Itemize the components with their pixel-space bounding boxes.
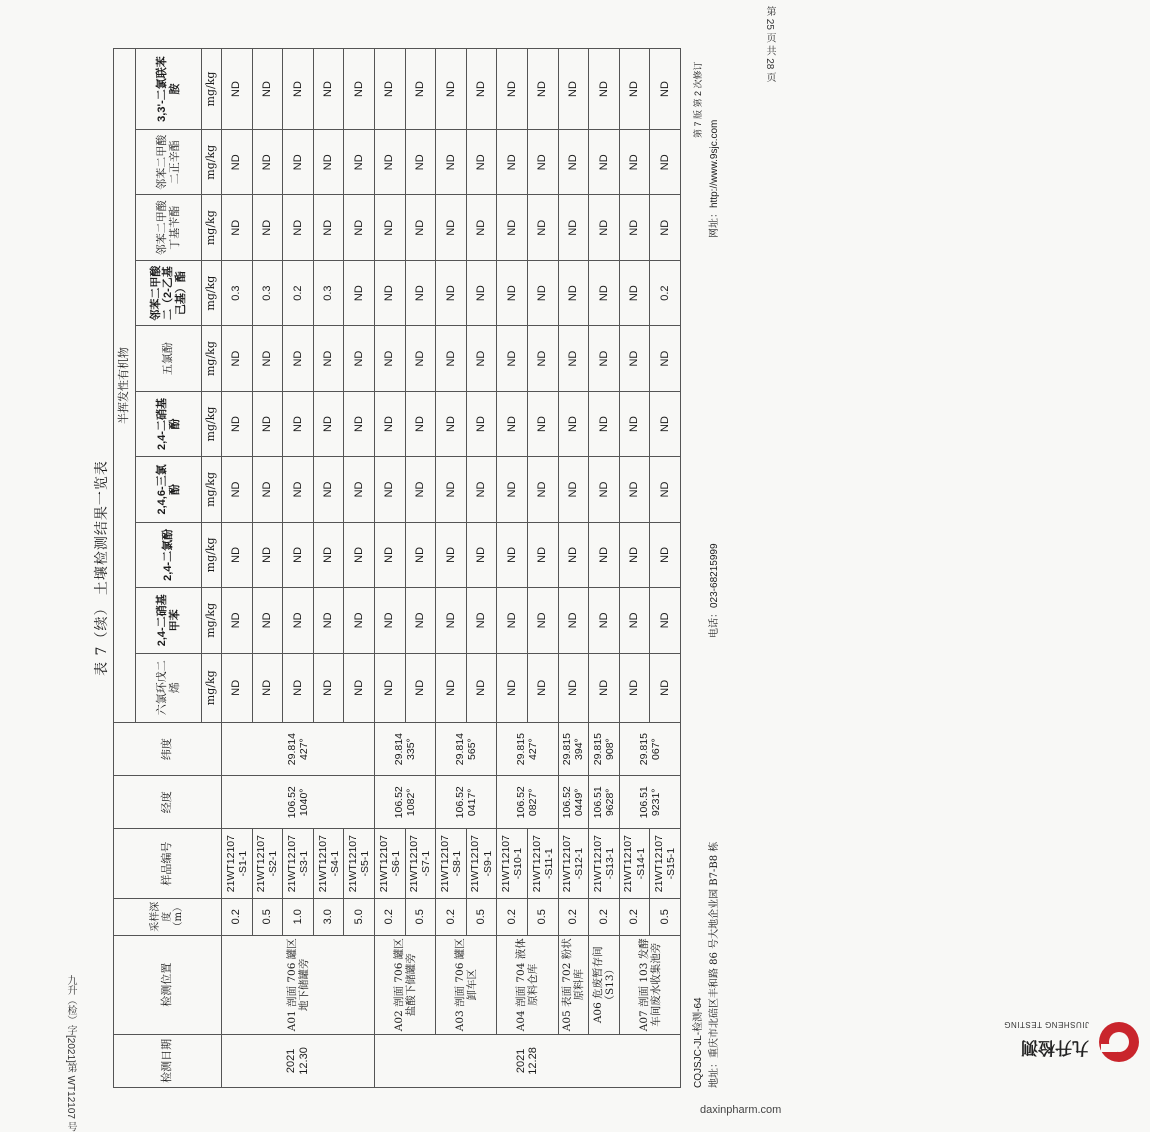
value-cell: ND bbox=[619, 260, 650, 325]
analyte-header: 六氯环戊二烯 bbox=[136, 653, 202, 723]
page-total: 第 25 页 共 28 页 bbox=[764, 6, 775, 83]
col-date: 检测日期 bbox=[114, 1034, 222, 1087]
sample-cell: 21WT12107 -S1-1 bbox=[222, 829, 253, 899]
table-row bbox=[405, 49, 436, 1088]
watermark: daxinpharm.com bbox=[700, 1104, 782, 1116]
value-cell: ND bbox=[497, 260, 528, 325]
unit-header: mg/kg bbox=[202, 391, 222, 456]
table-row bbox=[466, 49, 497, 1088]
value-cell: ND bbox=[374, 195, 405, 260]
analyte-header: 五氯酚 bbox=[136, 326, 202, 391]
value-cell: ND bbox=[344, 130, 375, 195]
value-cell: ND bbox=[374, 653, 405, 723]
sample-cell: 21WT12107 -S8-1 bbox=[436, 829, 467, 899]
sample-cell: 21WT12107 -S11-1 bbox=[527, 829, 558, 899]
unit-header: mg/kg bbox=[202, 522, 222, 587]
value-cell: ND bbox=[313, 653, 344, 723]
value-cell: ND bbox=[619, 391, 650, 456]
longitude-cell: 106.52 0449° bbox=[558, 776, 589, 829]
value-cell: ND bbox=[405, 260, 436, 325]
value-cell: ND bbox=[497, 522, 528, 587]
value-cell: ND bbox=[374, 457, 405, 522]
value-cell: ND bbox=[374, 391, 405, 456]
value-cell: ND bbox=[589, 588, 620, 653]
brand-name: 九升检测 bbox=[1021, 1038, 1089, 1057]
value-cell: ND bbox=[619, 457, 650, 522]
depth-cell: 0.2 bbox=[374, 898, 405, 935]
value-cell: ND bbox=[619, 49, 650, 130]
value-cell: ND bbox=[252, 195, 283, 260]
value-cell: 0.3 bbox=[313, 260, 344, 325]
sample-cell: 21WT12107 -S15-1 bbox=[650, 829, 681, 899]
value-cell: ND bbox=[313, 457, 344, 522]
value-cell: ND bbox=[497, 653, 528, 723]
sample-cell: 21WT12107 -S13-1 bbox=[589, 829, 620, 899]
value-cell: ND bbox=[558, 522, 589, 587]
table-row bbox=[222, 49, 253, 1088]
value-cell: ND bbox=[650, 49, 681, 130]
location-cell: A07 剖面 103 发酵车间废水收集池旁 bbox=[619, 935, 680, 1034]
location-cell: A05 表面 702 粉状原料库 bbox=[558, 935, 589, 1034]
value-cell: ND bbox=[497, 195, 528, 260]
value-cell: ND bbox=[283, 195, 314, 260]
sample-cell: 21WT12107 -S9-1 bbox=[466, 829, 497, 899]
analyte-header: 2,4-二硝基甲苯 bbox=[136, 588, 202, 653]
sample-cell: 21WT12107 -S14-1 bbox=[619, 829, 650, 899]
location-cell: A04 剖面 704 液体原料仓库 bbox=[497, 935, 558, 1034]
longitude-cell: 106.51 9231° bbox=[619, 776, 680, 829]
value-cell: ND bbox=[650, 326, 681, 391]
table-row bbox=[374, 49, 405, 1088]
analyte-header: 2,4,6-三氯酚 bbox=[136, 457, 202, 522]
unit-header: mg/kg bbox=[202, 49, 222, 130]
footer-code: CQJSJC-JL-检测-64 bbox=[693, 997, 704, 1088]
value-cell: ND bbox=[619, 195, 650, 260]
value-cell: ND bbox=[374, 130, 405, 195]
value-cell: ND bbox=[283, 588, 314, 653]
col-lon: 经度 bbox=[114, 776, 222, 829]
value-cell: ND bbox=[619, 588, 650, 653]
value-cell: ND bbox=[283, 49, 314, 130]
depth-cell: 0.2 bbox=[436, 898, 467, 935]
value-cell: ND bbox=[344, 391, 375, 456]
value-cell: ND bbox=[313, 130, 344, 195]
value-cell: ND bbox=[558, 326, 589, 391]
value-cell: ND bbox=[436, 522, 467, 587]
value-cell: ND bbox=[405, 653, 436, 723]
location-cell: A06 危废暂存间（S13） bbox=[589, 935, 620, 1034]
table-row bbox=[619, 49, 650, 1088]
col-location: 检测位置 bbox=[114, 935, 222, 1034]
value-cell: ND bbox=[313, 49, 344, 130]
value-cell: ND bbox=[222, 195, 253, 260]
value-cell: ND bbox=[283, 457, 314, 522]
value-cell: ND bbox=[497, 457, 528, 522]
sample-cell: 21WT12107 -S12-1 bbox=[558, 829, 589, 899]
value-cell: ND bbox=[589, 522, 620, 587]
analyte-header: 2,4-二硝基酚 bbox=[136, 391, 202, 456]
latitude-cell: 29.814 565° bbox=[436, 723, 497, 776]
value-cell: ND bbox=[619, 653, 650, 723]
value-cell: 0.2 bbox=[283, 260, 314, 325]
value-cell: ND bbox=[374, 588, 405, 653]
sample-cell: 21WT12107 -S3-1 bbox=[283, 829, 314, 899]
unit-header: mg/kg bbox=[202, 195, 222, 260]
table-row bbox=[589, 49, 620, 1088]
footer-website: 网址：http://www.9sjc.com bbox=[709, 119, 720, 238]
location-cell: A01 剖面 706 罐区地下储罐旁 bbox=[222, 935, 375, 1034]
table-row bbox=[283, 49, 314, 1088]
value-cell: ND bbox=[252, 49, 283, 130]
value-cell: ND bbox=[589, 391, 620, 456]
value-cell: ND bbox=[405, 522, 436, 587]
value-cell: ND bbox=[405, 457, 436, 522]
value-cell: ND bbox=[527, 260, 558, 325]
value-cell: ND bbox=[527, 195, 558, 260]
table-row bbox=[558, 49, 589, 1088]
value-cell: ND bbox=[313, 326, 344, 391]
value-cell: ND bbox=[313, 195, 344, 260]
depth-cell: 0.2 bbox=[589, 898, 620, 935]
depth-cell: 0.2 bbox=[497, 898, 528, 935]
depth-cell: 0.5 bbox=[252, 898, 283, 935]
value-cell: ND bbox=[405, 391, 436, 456]
value-cell: ND bbox=[466, 195, 497, 260]
value-cell: ND bbox=[222, 522, 253, 587]
unit-header: mg/kg bbox=[202, 260, 222, 325]
value-cell: ND bbox=[313, 588, 344, 653]
table-row bbox=[497, 49, 528, 1088]
latitude-cell: 29.815 427° bbox=[497, 723, 558, 776]
longitude-cell: 106.52 1082° bbox=[374, 776, 435, 829]
value-cell: ND bbox=[252, 326, 283, 391]
unit-header: mg/kg bbox=[202, 588, 222, 653]
table-row bbox=[252, 49, 283, 1088]
value-cell: ND bbox=[283, 391, 314, 456]
brand-english: JIUSHENG TESTING bbox=[1003, 1020, 1089, 1029]
footer-edition: 第 7 版 第 2 次修订 bbox=[693, 61, 703, 138]
value-cell: ND bbox=[497, 326, 528, 391]
value-cell: ND bbox=[466, 326, 497, 391]
longitude-cell: 106.52 0827° bbox=[497, 776, 558, 829]
sample-cell: 21WT12107 -S2-1 bbox=[252, 829, 283, 899]
sample-cell: 21WT12107 -S6-1 bbox=[374, 829, 405, 899]
value-cell: ND bbox=[436, 260, 467, 325]
table-row bbox=[344, 49, 375, 1088]
value-cell: ND bbox=[558, 588, 589, 653]
value-cell: ND bbox=[405, 49, 436, 130]
rotated-page bbox=[83, 48, 1089, 1088]
value-cell: ND bbox=[344, 588, 375, 653]
depth-cell: 0.2 bbox=[558, 898, 589, 935]
depth-cell: 0.2 bbox=[222, 898, 253, 935]
value-cell: ND bbox=[252, 391, 283, 456]
value-cell: ND bbox=[344, 457, 375, 522]
depth-cell: 0.5 bbox=[650, 898, 681, 935]
value-cell: ND bbox=[589, 195, 620, 260]
value-cell: ND bbox=[222, 130, 253, 195]
value-cell: ND bbox=[436, 653, 467, 723]
value-cell: ND bbox=[527, 326, 558, 391]
col-group: 半挥发性有机物 bbox=[114, 49, 136, 723]
table-row bbox=[527, 49, 558, 1088]
value-cell: ND bbox=[650, 130, 681, 195]
value-cell: ND bbox=[313, 391, 344, 456]
table-row bbox=[650, 49, 681, 1088]
value-cell: ND bbox=[222, 326, 253, 391]
analyte-header: 邻苯二甲酸二（2-乙基己基）酯 bbox=[136, 260, 202, 325]
location-cell: A02 剖面 706 罐区盐酸下储罐旁 bbox=[374, 935, 435, 1034]
value-cell: ND bbox=[344, 522, 375, 587]
value-cell: ND bbox=[589, 457, 620, 522]
value-cell: ND bbox=[466, 260, 497, 325]
value-cell: 0.2 bbox=[650, 260, 681, 325]
value-cell: ND bbox=[436, 49, 467, 130]
logo-emblem bbox=[1099, 1022, 1139, 1062]
value-cell: ND bbox=[222, 49, 253, 130]
value-cell: ND bbox=[558, 260, 589, 325]
value-cell: ND bbox=[466, 588, 497, 653]
unit-header: mg/kg bbox=[202, 326, 222, 391]
value-cell: ND bbox=[222, 653, 253, 723]
longitude-cell: 106.51 9628° bbox=[589, 776, 620, 829]
value-cell: ND bbox=[344, 49, 375, 130]
value-cell: ND bbox=[527, 653, 558, 723]
value-cell: ND bbox=[650, 391, 681, 456]
value-cell: ND bbox=[466, 522, 497, 587]
value-cell: ND bbox=[497, 130, 528, 195]
sample-cell: 21WT12107 -S7-1 bbox=[405, 829, 436, 899]
value-cell: ND bbox=[466, 130, 497, 195]
value-cell: ND bbox=[650, 195, 681, 260]
depth-cell: 5.0 bbox=[344, 898, 375, 935]
value-cell: ND bbox=[436, 130, 467, 195]
longitude-cell: 106.52 1040° bbox=[222, 776, 375, 829]
value-cell: ND bbox=[589, 653, 620, 723]
analyte-header: 邻苯二甲酸丁基苄酯 bbox=[136, 195, 202, 260]
location-cell: A03 剖面 706 罐区卸车区 bbox=[436, 935, 497, 1034]
value-cell: ND bbox=[252, 130, 283, 195]
longitude-cell: 106.52 0417° bbox=[436, 776, 497, 829]
value-cell: ND bbox=[436, 588, 467, 653]
analyte-header: 3,3'-二氯联苯胺 bbox=[136, 49, 202, 130]
value-cell: ND bbox=[283, 522, 314, 587]
brand-logo bbox=[981, 1010, 1145, 1074]
value-cell: ND bbox=[466, 49, 497, 130]
value-cell: ND bbox=[527, 522, 558, 587]
value-cell: ND bbox=[436, 391, 467, 456]
value-cell: ND bbox=[558, 391, 589, 456]
value-cell: ND bbox=[374, 49, 405, 130]
value-cell: ND bbox=[497, 391, 528, 456]
value-cell: ND bbox=[252, 653, 283, 723]
value-cell: ND bbox=[436, 326, 467, 391]
footer-phone: 电话：023-68215999 bbox=[709, 543, 720, 638]
unit-header: mg/kg bbox=[202, 457, 222, 522]
document-number: 九升（检）字[2021]第 WT12107 号 bbox=[65, 975, 76, 1132]
depth-cell: 0.5 bbox=[527, 898, 558, 935]
value-cell: ND bbox=[283, 653, 314, 723]
value-cell: ND bbox=[558, 653, 589, 723]
table-title: 表 7（续） 土壤检测结果一览表 bbox=[94, 460, 110, 676]
value-cell: ND bbox=[527, 588, 558, 653]
value-cell: ND bbox=[527, 457, 558, 522]
value-cell: ND bbox=[619, 326, 650, 391]
value-cell: ND bbox=[558, 49, 589, 130]
value-cell: ND bbox=[497, 49, 528, 130]
col-lat: 纬度 bbox=[114, 723, 222, 776]
latitude-cell: 29.814 427° bbox=[222, 723, 375, 776]
value-cell: ND bbox=[589, 49, 620, 130]
value-cell: ND bbox=[650, 522, 681, 587]
unit-header: mg/kg bbox=[202, 130, 222, 195]
value-cell: ND bbox=[650, 457, 681, 522]
value-cell: ND bbox=[405, 195, 436, 260]
value-cell: ND bbox=[436, 195, 467, 260]
col-depth: 采样深度（m） bbox=[114, 898, 222, 935]
value-cell: ND bbox=[619, 522, 650, 587]
value-cell: ND bbox=[558, 457, 589, 522]
analyte-header: 邻苯二甲酸二正辛酯 bbox=[136, 130, 202, 195]
value-cell: ND bbox=[344, 326, 375, 391]
value-cell: ND bbox=[344, 653, 375, 723]
value-cell: ND bbox=[466, 653, 497, 723]
table-row bbox=[436, 49, 467, 1088]
value-cell: ND bbox=[619, 130, 650, 195]
latitude-cell: 29.815 394° bbox=[558, 723, 589, 776]
value-cell: ND bbox=[252, 522, 283, 587]
value-cell: ND bbox=[222, 457, 253, 522]
analyte-header: 2,4-二氯酚 bbox=[136, 522, 202, 587]
value-cell: ND bbox=[374, 326, 405, 391]
value-cell: ND bbox=[283, 130, 314, 195]
value-cell: ND bbox=[466, 391, 497, 456]
value-cell: ND bbox=[252, 588, 283, 653]
value-cell: ND bbox=[497, 588, 528, 653]
value-cell: ND bbox=[405, 326, 436, 391]
depth-cell: 0.5 bbox=[405, 898, 436, 935]
value-cell: ND bbox=[283, 326, 314, 391]
value-cell: ND bbox=[650, 653, 681, 723]
value-cell: ND bbox=[344, 260, 375, 325]
value-cell: ND bbox=[222, 391, 253, 456]
value-cell: ND bbox=[589, 260, 620, 325]
value-cell: ND bbox=[344, 195, 375, 260]
col-sample: 样品编号 bbox=[114, 829, 222, 899]
value-cell: ND bbox=[252, 457, 283, 522]
date-cell: 2021 12.30 bbox=[222, 1034, 375, 1087]
value-cell: ND bbox=[405, 588, 436, 653]
value-cell: ND bbox=[558, 195, 589, 260]
value-cell: ND bbox=[405, 130, 436, 195]
table-row bbox=[313, 49, 344, 1088]
value-cell: ND bbox=[558, 130, 589, 195]
value-cell: ND bbox=[589, 326, 620, 391]
value-cell: ND bbox=[313, 522, 344, 587]
results-table bbox=[113, 48, 681, 1088]
depth-cell: 1.0 bbox=[283, 898, 314, 935]
value-cell: ND bbox=[527, 130, 558, 195]
depth-cell: 3.0 bbox=[313, 898, 344, 935]
unit-header: mg/kg bbox=[202, 653, 222, 723]
value-cell: ND bbox=[222, 588, 253, 653]
value-cell: ND bbox=[589, 130, 620, 195]
value-cell: ND bbox=[527, 49, 558, 130]
value-cell: ND bbox=[650, 588, 681, 653]
sample-cell: 21WT12107 -S4-1 bbox=[313, 829, 344, 899]
value-cell: ND bbox=[436, 457, 467, 522]
latitude-cell: 29.814 335° bbox=[374, 723, 435, 776]
value-cell: 0.3 bbox=[222, 260, 253, 325]
value-cell: ND bbox=[374, 260, 405, 325]
date-cell: 2021 12.28 bbox=[374, 1034, 680, 1087]
value-cell: 0.3 bbox=[252, 260, 283, 325]
depth-cell: 0.2 bbox=[619, 898, 650, 935]
depth-cell: 0.5 bbox=[466, 898, 497, 935]
latitude-cell: 29.815 908° bbox=[589, 723, 620, 776]
value-cell: ND bbox=[466, 457, 497, 522]
sample-cell: 21WT12107 -S10-1 bbox=[497, 829, 528, 899]
sample-cell: 21WT12107 -S5-1 bbox=[344, 829, 375, 899]
value-cell: ND bbox=[527, 391, 558, 456]
value-cell: ND bbox=[374, 522, 405, 587]
footer-address: 地址：重庆市北碚区丰和路 86 号大地企业园 B7-B8 栋 bbox=[709, 841, 720, 1088]
latitude-cell: 29.815 067° bbox=[619, 723, 680, 776]
